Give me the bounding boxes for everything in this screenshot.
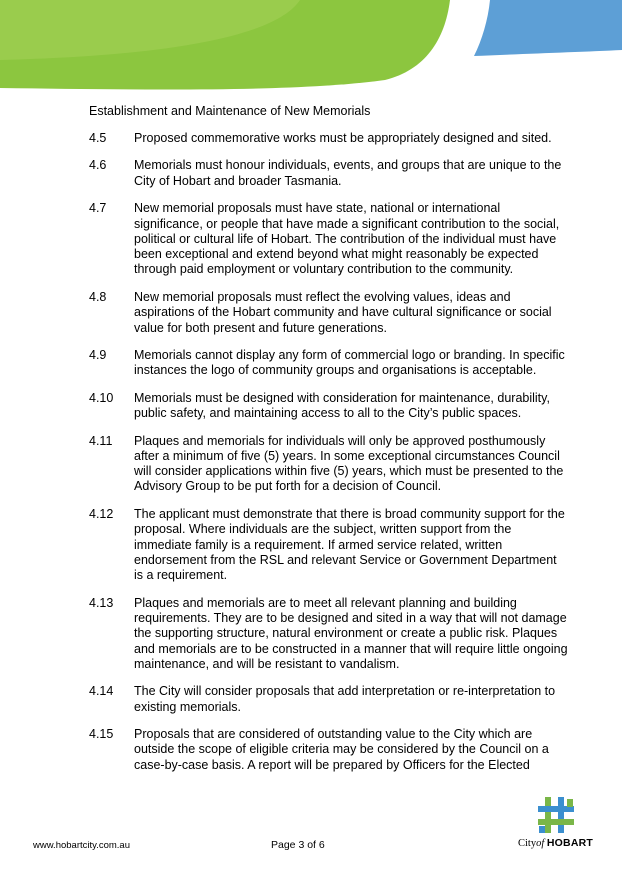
clause-text: Plaques and memorials are to meet all relevant planning and building requirements. They are to be designed and sited in a way that will not damage the supporting structure, natural environment or create a public risk. Plaques and memorials are to be constructed in a manner that will require little ongoing maintenance, and will be resistant to vandalism. [134,595,568,671]
header-banner [0,0,622,95]
clause-number: 4.10 [89,390,114,405]
clause-number: 4.14 [89,684,114,699]
clause-list [89,131,569,785]
clause-text: Proposals that are considered of outstanding value to the City which are outside the scope of eligible criteria may be considered by the Council on a case-by-case basis. A report will be prepared by Officers for the Elected [134,727,549,772]
clause-number: 4.8 [89,289,107,304]
clause-text: Memorials must honour individuals, events, and groups that are unique to the City of Hobart and broader Tasmania. [134,158,562,188]
clause-item [89,290,569,336]
page-number: Page 3 of 6 [271,839,325,851]
clause-text: Memorials cannot display any form of commercial logo or branding. In specific instances the logo of community groups and organisations is acceptable. [134,348,565,378]
footer-url[interactable]: www.hobartcity.com.au [33,840,130,851]
logo-wordmark [518,837,593,849]
hobart-logo-mark-icon [537,795,575,835]
clause-text: The City will consider proposals that add interpretation or re-interpretation to existing memorials. [134,684,556,714]
clause-number: 4.9 [89,348,107,363]
clause-item [89,596,569,672]
clause-number: 4.6 [89,158,107,173]
clause-item [89,684,569,715]
city-of-hobart-logo [515,795,600,855]
banner-blue-shape [474,0,622,56]
clause-item [89,507,569,583]
clause-text: Proposed commemorative works must be appropriately designed and sited. [134,131,552,145]
clause-item [89,434,569,495]
logo-name-text: HOBART [546,837,594,849]
clause-number: 4.12 [89,506,114,521]
clause-number: 4.7 [89,201,107,216]
clause-text: Memorials must be designed with consideration for maintenance, durability, public safety, and maintaining access to all to the City’s public spaces. [134,390,550,421]
clause-text: Plaques and memorials for individuals will only be approved posthumously after a minimum of five (5) years. In some exceptional circumstances Council will consider applications within five (5) years, which must be presented to the Advisory Group to be put forth for a decision of Council. [134,433,564,494]
logo-of-text: of [536,838,545,849]
clause-number: 4.5 [89,131,107,145]
clause-item [89,391,569,422]
section-heading: Establishment and Maintenance of New Memorials [89,104,371,118]
clause-number: 4.13 [89,595,114,610]
clause-number: 4.11 [89,433,113,448]
clause-text: The applicant must demonstrate that there is broad community support for the proposal. Where individuals are the subject, written support from the immediate family is a requirement. If armed service related, written endorsement from the RSL and relevant Service or Government Department is a requirement. [134,506,565,583]
clause-text: New memorial proposals must reflect the evolving values, ideas and aspirations of the Hobart community and have cultural significance or social value for both present and future generations. [134,289,552,335]
clause-text: New memorial proposals must have state, national or international significance, or people that have made a significant contribution to the social, political or cultural life of Hobart. The contribution of the individual must have been exceptional and extend beyond what might reasonably be expected through paid employment or voluntary contribution to the community. [134,201,560,277]
logo-city-text: City [518,838,537,849]
clause-item [89,727,569,773]
clause-item [89,158,569,189]
clause-number: 4.15 [89,727,114,742]
clause-item [89,348,569,379]
clause-item [89,131,569,146]
clause-item [89,201,569,277]
